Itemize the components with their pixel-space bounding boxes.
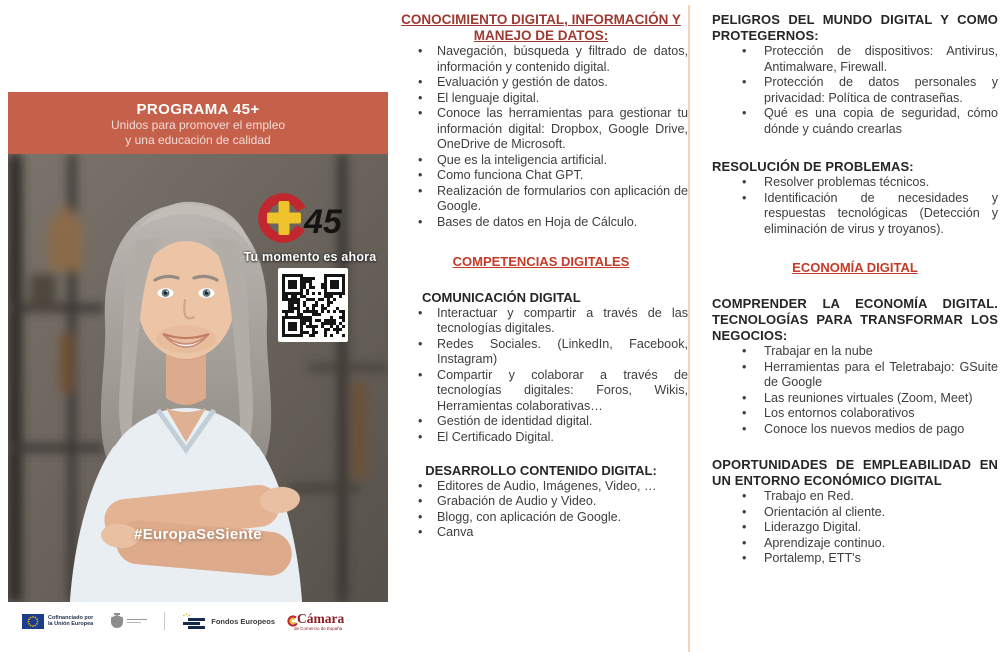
bullet-item: • Aprendizaje continuo. [712, 536, 998, 552]
section-title-comprender: COMPRENDER LA ECONOMÍA DIGITAL. TECNOLOGÍAS PARA TRANSFORMAR LOS NEGOCIOS: [712, 296, 998, 343]
bullet-item: • Liderazgo Digital. [712, 520, 998, 536]
section-title-resolucion: RESOLUCIÓN DE PROBLEMAS: [712, 159, 914, 174]
bullet-item: • Qué es una copia de seguridad, cómo dónde y cuándo crearlas [712, 106, 998, 137]
hashtag: #EuropaSeSiente [134, 526, 262, 543]
bullet-item: • Herramientas para el Teletrabajo: GSuite de Google [712, 360, 998, 391]
logo-45-number: 45 [304, 203, 342, 241]
logo-separator [164, 612, 165, 630]
gobierno-text-lines [127, 617, 147, 625]
bullet-item: • Interactuar y compartir a través de las tecnologías digitales. [394, 306, 688, 337]
eu-flag-icon [22, 614, 44, 629]
tagline: Tu momento es ahora [243, 250, 377, 264]
eu-cofinance-label [48, 615, 93, 628]
bullet-item: • Bases de datos en Hoja de Cálculo. [394, 215, 688, 231]
peligros-bullet-list [712, 44, 998, 137]
middle-column [394, 12, 688, 541]
column-divider [688, 5, 690, 652]
section-title-oportunidades: OPORTUNIDADES DE EMPLEABILIDAD EN UN ENTORNO ECONÓMICO DIGITAL [712, 457, 998, 488]
comunicacion-bullet-list [394, 306, 688, 446]
bullet-item: • Navegación, búsqueda y filtrado de datos, información y contenido digital. [394, 44, 688, 75]
eu-label-line1: Cofinanciado por [48, 614, 94, 621]
gobierno-espana-logo [110, 613, 147, 629]
camara-label: Cámara [296, 610, 345, 626]
bullet-item: • Como funciona Chat GPT. [394, 168, 688, 184]
comprender-bullet-list [712, 344, 998, 437]
program-subtitle-line2: y una educación de calidad [125, 133, 271, 147]
camara-crescent-icon [287, 613, 299, 627]
desarrollo-bullet-list [394, 479, 688, 541]
bullet-item: • Editores de Audio, Imágenes, Video, … [394, 479, 688, 495]
bullet-item: • Conoce los nuevos medios de pago [712, 422, 998, 438]
poster-panel [8, 92, 388, 640]
bullet-item: • Resolver problemas técnicos. [712, 175, 998, 191]
bullet-item: • Los entornos colaborativos [712, 406, 998, 422]
bullet-item: • Orientación al cliente. [712, 505, 998, 521]
fondos-europeos-label: Fondos Europeos [211, 616, 275, 626]
bullet-item: • Conoce las herramientas para gestionar tu información digital: Dropbox, Google Drive, OneDrive de Microsoft. [394, 106, 688, 153]
bullet-item: • Identificación de necesidades y respuestas tecnológicas (Detección y eliminación de virus y troyanos). [712, 191, 998, 238]
bullet-item: • Gestión de identidad digital. [394, 414, 688, 430]
bullet-item: • Protección de dispositivos: Antivirus, Antimalware, Firewall. [712, 44, 998, 75]
section-title-peligros: PELIGROS DEL MUNDO DIGITAL Y COMO PROTEGERNOS: [712, 12, 998, 43]
conocimiento-bullet-list [394, 44, 688, 230]
bullet-item: • Protección de datos personales y privacidad: Política de contraseñas. [712, 75, 998, 106]
camara-sublabel: de Comercio de España [293, 625, 343, 631]
program-subtitle-line1: Unidos para promover el empleo [110, 118, 286, 132]
section-title-comunicacion: COMUNICACIÓN DIGITAL [422, 290, 581, 305]
bullet-item: • Compartir y colaborar a través de tecnologías digitales: Foros, Wikis, Herramientas colaborativas… [394, 368, 688, 415]
bullet-item: • Evaluación y gestión de datos. [394, 75, 688, 91]
woman-photo [8, 154, 388, 602]
fondos-europeos-logo [182, 613, 275, 630]
bullet-item: • El Certificado Digital. [394, 430, 688, 446]
bullet-item: • Portalemp, ETT's [712, 551, 998, 567]
bullet-item: • Las reuniones virtuales (Zoom, Meet) [712, 391, 998, 407]
resolucion-bullet-list [712, 175, 998, 237]
camara-wordmark [292, 612, 344, 625]
section-title-economia: ECONOMÍA DIGITAL [792, 260, 918, 275]
eu-cofinance-logo [22, 614, 93, 629]
bullet-item: • Grabación de Audio y Video. [394, 494, 688, 510]
program-header [8, 92, 388, 154]
section-title-conocimiento: CONOCIMIENTO DIGITAL, INFORMACIÓN Y MANEJO DE DATOS: [401, 12, 681, 43]
fondos-flag-icon [182, 613, 206, 630]
spain-crest-icon [110, 613, 124, 629]
qr-code-pattern [282, 274, 345, 337]
footer-logos [8, 602, 388, 640]
program-title: PROGRAMA 45+ [136, 101, 260, 118]
bullet-item: • El lenguaje digital. [394, 91, 688, 107]
qr-code [278, 268, 348, 342]
bullet-item: • Que es la inteligencia artificial. [394, 153, 688, 169]
oportunidades-bullet-list [712, 489, 998, 567]
bullet-item: • Redes Sociales. (LinkedIn, Facebook, Instagram) [394, 337, 688, 368]
section-title-desarrollo: DESARROLLO CONTENIDO DIGITAL: [425, 463, 657, 478]
bullet-item: • Blogg, con aplicación de Google. [394, 510, 688, 526]
bullet-item: • Realización de formularios con aplicación de Google. [394, 184, 688, 215]
section-title-competencias: COMPETENCIAS DIGITALES [452, 254, 630, 269]
plus45-logo [256, 188, 358, 246]
bullet-item: • Canva [394, 525, 688, 541]
bullet-item: • Trabajo en Red. [712, 489, 998, 505]
right-column [712, 12, 998, 567]
camara-logo [292, 612, 344, 631]
eu-label-line2: la Unión Europea [48, 621, 94, 627]
bullet-item: • Trabajar en la nube [712, 344, 998, 360]
